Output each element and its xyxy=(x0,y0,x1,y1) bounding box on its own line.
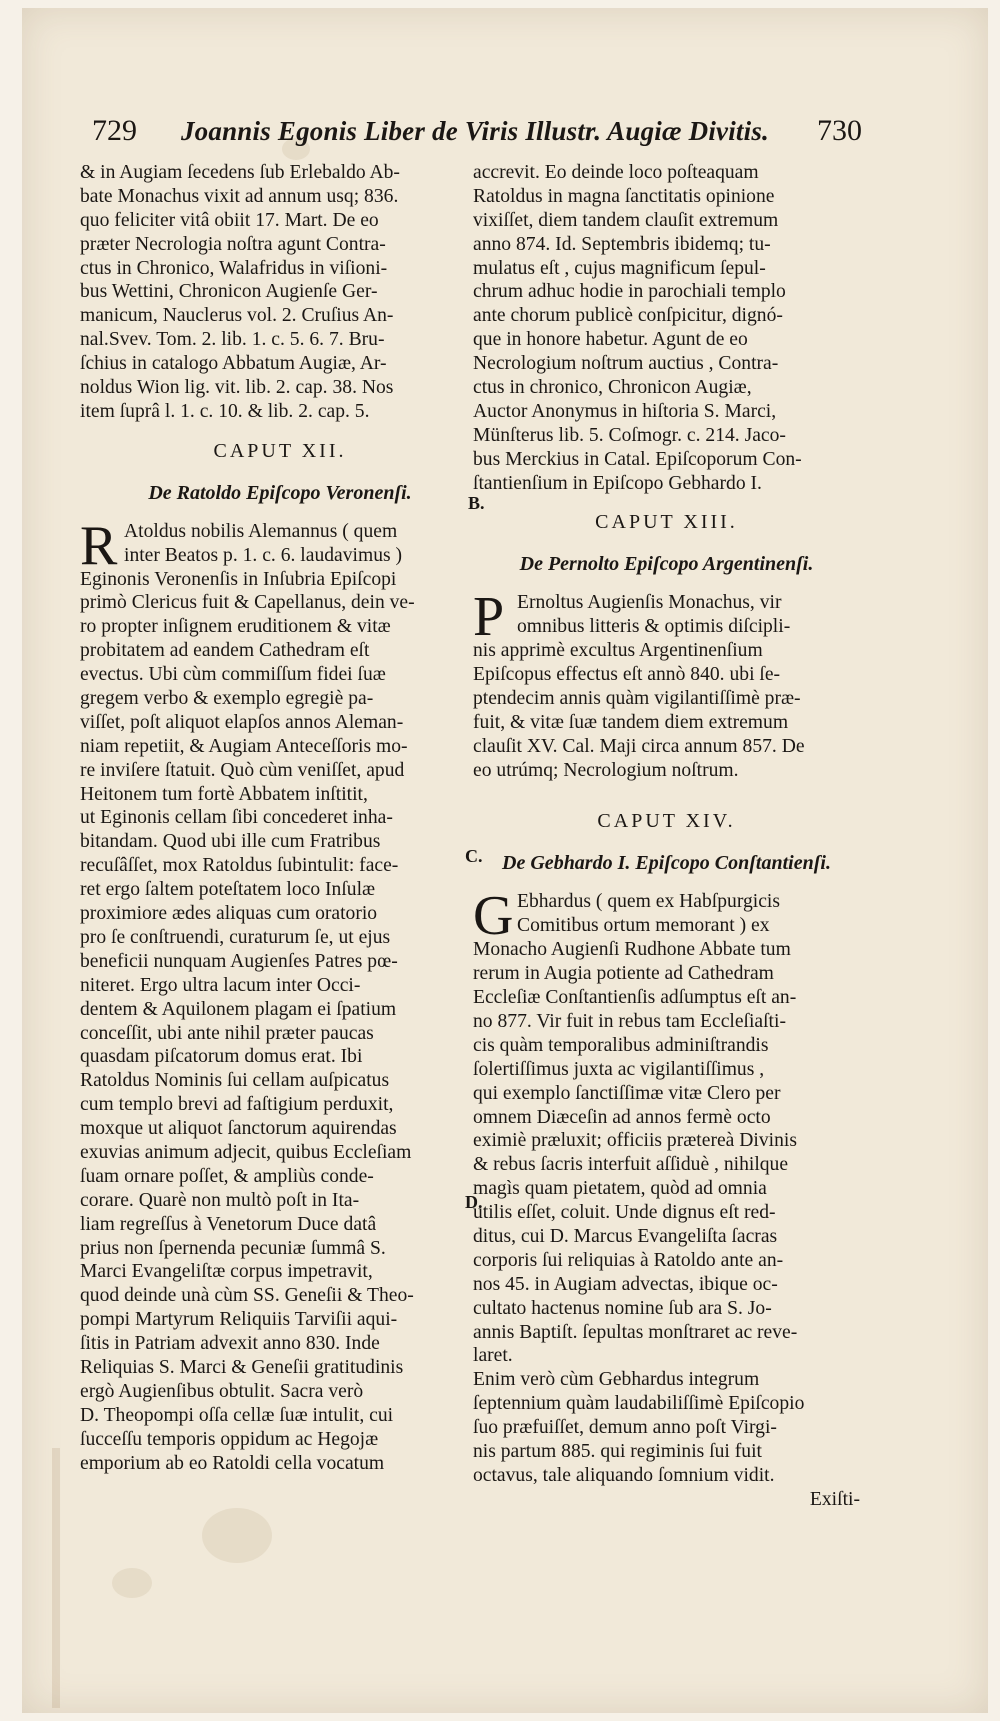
text-line: chrum adhuc hodie in parochiali templo xyxy=(473,281,786,303)
text-line: recuſâſſet, mox Ratoldus ſubintulit: face- xyxy=(80,855,399,877)
text-line: gregem verbo & exemplo egregiè pa- xyxy=(80,688,374,710)
text-line: nal.Svev. Tom. 2. lib. 1. c. 5. 6. 7. Bru- xyxy=(80,329,385,351)
text-line: bus Merckius in Catal. Epiſcoporum Con- xyxy=(473,448,802,470)
text-line: viſſet, poſt aliquot elapſos annos Aleman- xyxy=(80,711,404,733)
chapter-subtitle-14: De Gebhardo I. Epiſcopo Conſtantienſi. xyxy=(502,852,831,875)
text-line: octavus, tale aliquando ſomnium vidit. xyxy=(473,1464,775,1486)
chapter-12-body xyxy=(80,568,480,1476)
drop-cap-g: G xyxy=(473,885,514,948)
text-line: evectus. Ubi cùm commiſſum fidei ſuæ xyxy=(80,664,386,686)
text-line: Epiſcopus effectus eſt annò 840. ubi ſe- xyxy=(473,664,781,686)
chapter-12-indented-lines xyxy=(80,514,480,577)
text-line: utilis eſſet, coluit. Unde dignus eſt red- xyxy=(473,1202,776,1224)
chapter-13-body xyxy=(473,639,860,782)
margin-marker-d: D. xyxy=(465,1192,483,1212)
text-line: qui exemplo ſanctiſſimæ vitæ Clero per xyxy=(473,1082,781,1104)
chapter-subtitle-13: De Pernolto Epiſcopo Argentinenſi. xyxy=(519,553,814,576)
text-line: magìs quam pietatem, quòd ad omnia xyxy=(473,1178,767,1200)
text-line: ctus in chronico, Chronicon Augiæ, xyxy=(473,377,752,399)
chapter-14-body xyxy=(473,938,860,1487)
text-line: ante chorum publicè conſpicitur, dignó- xyxy=(473,305,783,327)
chapter-14-indented-lines xyxy=(473,885,860,948)
text-line: omnem Diæceſin ad annos fermè octo xyxy=(473,1106,771,1128)
text-line: probitatem ad eandem Cathedram eſt xyxy=(80,640,370,662)
drop-cap-r: R xyxy=(80,514,118,577)
text-line: clauſit XV. Cal. Maji circa annum 857. De xyxy=(473,735,805,757)
text-line: moxque ut aliquot ſanctorum aquirendas xyxy=(80,1118,397,1140)
catchword: Exiſti- xyxy=(809,1488,860,1510)
text-line: ſeptennium quàm laudabiliſſimè Epiſcopio xyxy=(473,1393,805,1415)
chapter-14-opening xyxy=(473,885,860,948)
chapter-heading-14: CAPUT XIV. xyxy=(597,810,736,833)
text-line: que in honore habetur. Agunt de eo xyxy=(473,329,748,351)
running-title: Joannis Egonis Liber de Viris Illustr. Augiæ Divitis. xyxy=(180,116,769,146)
text-line: ſitis in Patriam advexit anno 830. Inde xyxy=(80,1333,380,1355)
text-line: mulatus eſt , cujus magnificum ſepul- xyxy=(473,257,766,279)
text-line: item ſuprâ l. 1. c. 10. & lib. 2. cap. 5. xyxy=(80,400,370,422)
left-column xyxy=(80,161,480,1475)
text-line: bitandam. Quod ubi ille cum Fratribus xyxy=(80,831,381,853)
text-line: nis partum 885. qui regiminis ſui fuit xyxy=(473,1440,762,1462)
text-line: eo utrúmq; Necrologium noſtrum. xyxy=(473,759,739,781)
text-line: laret. xyxy=(473,1345,513,1367)
text-line: noldus Wion lig. vit. lib. 2. cap. 38. Nos xyxy=(80,377,394,399)
text-line: bate Monachus vixit ad annum usq; 836. xyxy=(80,185,399,207)
text-line: ſuam ornare poſſet, & ampliùs conde- xyxy=(80,1165,374,1187)
text-line: Ernoltus Augienſis Monachus, vir xyxy=(517,592,782,614)
text-line: & rebus ſacris interfuit aſſiduè , nihilque xyxy=(473,1154,789,1176)
page-number-left: 729 xyxy=(92,114,137,147)
text-line: ut Eginonis cellam ſibi concederet inha- xyxy=(80,807,393,829)
text-line: Heitonem tum fortè Abbatem inſtitit, xyxy=(80,783,368,805)
text-line: ditus, cui D. Marcus Evangeliſta ſacras xyxy=(473,1225,778,1247)
text-line: & in Augiam ſecedens ſub Erlebaldo Ab- xyxy=(80,162,400,183)
text-line: niteret. Ergo ultra lacum inter Occi- xyxy=(80,974,361,996)
text-line: quasdam piſcatorum domus erat. Ibi xyxy=(80,1046,363,1068)
text-line: primò Clericus fuit & Capellanus, dein ve- xyxy=(80,592,415,614)
text-line: nis apprimè excultus Argentinenſium xyxy=(473,640,763,662)
text-line: Münſterus lib. 5. Coſmogr. c. 214. Jaco- xyxy=(473,424,786,446)
text-line: nos 45. in Augiam advectas, ibique oc- xyxy=(473,1273,778,1295)
text-line: accrevit. Eo deinde loco poſteaquam xyxy=(473,162,759,183)
text-line: Ratoldus Nominis ſui cellam auſpicatus xyxy=(80,1070,390,1092)
chapter-13-opening xyxy=(473,586,860,649)
page-number-right: 730 xyxy=(817,114,862,147)
text-line: corporis ſui reliquias à Ratoldo ante an- xyxy=(473,1249,784,1271)
text-line: præter Necrologia noſtra agunt Contra- xyxy=(80,233,386,255)
text-line: manicum, Nauclerus vol. 2. Cruſius An- xyxy=(80,305,394,327)
text-line: ſolertiſſimus juxta ac vigilantiſſimus , xyxy=(473,1058,765,1080)
text-line: conceſſit, ubi ante nihil præter paucas xyxy=(80,1022,374,1044)
text-line: niam repetiit, & Augiam Anteceſſoris mo- xyxy=(80,735,408,757)
paper-stain xyxy=(202,1508,272,1563)
text-line: eximiè præluxit; officiis prætereà Divinis xyxy=(473,1130,797,1152)
text-line: ſucceſſu temporis oppidum ac Hegojæ xyxy=(80,1428,379,1450)
chapter-heading-12: CAPUT XII. xyxy=(213,439,347,462)
text-line: no 877. Vir fuit in rebus tam Eccleſiaſti- xyxy=(473,1010,786,1032)
paper-stain xyxy=(112,1568,152,1598)
text-line: inter Beatos p. 1. c. 6. laudavimus ) xyxy=(124,544,403,566)
text-line: pompi Martyrum Reliquiis Tarviſii aqui- xyxy=(80,1309,398,1331)
margin-marker-c: C. xyxy=(465,846,483,866)
text-line: liam regreſſus à Venetorum Duce datâ xyxy=(80,1213,377,1235)
text-line: Ebhardus ( quem ex Habſpurgicis xyxy=(517,891,781,913)
text-line: Ratoldus in magna ſanctitatis opinione xyxy=(473,185,775,207)
text-line: anno 874. Id. Septembris ibidemq; tu- xyxy=(473,233,771,255)
text-line: Comitibus ortum memorant ) ex xyxy=(517,915,770,937)
right-intro-text xyxy=(473,161,860,495)
text-line: ſchius in catalogo Abbatum Augiæ, Ar- xyxy=(80,353,387,375)
text-line: quo feliciter vitâ obiit 17. Mart. De eo xyxy=(80,209,379,231)
text-line: rerum in Augia potiente ad Cathedram xyxy=(473,963,774,985)
text-line: D. Theopompi oſſa cellæ ſuæ intulit, cui xyxy=(80,1404,394,1426)
text-line: ſuo præfuiſſet, demum anno poſt Virgi- xyxy=(473,1417,777,1439)
text-line: corare. Quarè non multò poſt in Ita- xyxy=(80,1189,360,1211)
text-line: vixiſſet, diem tandem clauſit extremum xyxy=(473,209,779,231)
text-line: Enim verò cùm Gebhardus integrum xyxy=(473,1369,760,1391)
text-line: Monacho Augienſi Rudhone Abbate tum xyxy=(473,939,791,961)
text-line: proximiore ædes aliquas cum oratorio xyxy=(80,903,378,925)
paper-fold-shadow xyxy=(52,1448,60,1708)
text-line: annis Baptiſt. ſepultas monſtraret ac reve- xyxy=(473,1321,798,1343)
chapter-12-opening xyxy=(80,514,480,577)
text-line: fuit, & vitæ ſuæ tandem diem extremum xyxy=(473,711,789,733)
chapter-heading-13: CAPUT XIII. xyxy=(595,511,738,534)
text-line: ergò Augienſibus obtulit. Sacra verò xyxy=(80,1380,364,1402)
margin-marker-b: B. xyxy=(468,493,485,513)
text-line: cultato hactenus nomine ſub ara S. Jo- xyxy=(473,1297,772,1319)
page-header xyxy=(92,108,862,150)
text-line: omnibus litteris & optimis diſcipli- xyxy=(517,616,791,638)
text-line: Eginonis Veronenſis in Inſubria Epiſcopi xyxy=(80,568,397,590)
text-line: ctus in Chronico, Walafridus in viſioni- xyxy=(80,257,388,279)
text-line: exuvias animum adjecit, quibus Eccleſiam xyxy=(80,1141,412,1163)
text-line: quod deinde unà cùm SS. Geneſii & Theo- xyxy=(80,1285,414,1307)
text-line: emporium ab eo Ratoldi cella vocatum xyxy=(80,1452,385,1474)
text-line: Reliquias S. Marci & Geneſii gratitudinis xyxy=(80,1356,404,1378)
text-line: ptendecim annis quàm vigilantiſſimè præ- xyxy=(473,688,801,710)
text-line: pro ſe conſtruendi, curaturum ſe, ut ejus xyxy=(80,926,391,948)
text-line: prius non ſpernenda pecuniæ ſummâ S. xyxy=(80,1237,386,1259)
text-line: re inviſere ſtatuit. Quò cùm veniſſet, apud xyxy=(80,759,405,781)
text-line: cis quàm temporalibus adminiſtrandis xyxy=(473,1034,769,1056)
right-column xyxy=(473,161,860,1512)
text-line: Atoldus nobilis Alemannus ( quem xyxy=(124,520,398,542)
chapter-subtitle-12: De Ratoldo Epiſcopo Veronenſi. xyxy=(148,481,412,504)
chapter-13-indented-lines xyxy=(473,586,860,649)
text-line: Auctor Anonymus in hiſtoria S. Marci, xyxy=(473,400,777,422)
text-line: Marci Evangeliſtæ corpus impetravit, xyxy=(80,1261,373,1283)
text-line: Necrologium noſtrum auctius , Contra- xyxy=(473,353,779,375)
text-line: beneficii nunquam Augienſes Patres pœ- xyxy=(80,950,398,972)
text-line: cum templo brevi ad faſtigium perduxit, xyxy=(80,1094,394,1116)
text-line: bus Wettini, Chronicon Augienſe Ger- xyxy=(80,281,378,303)
text-line: ret ergo ſaltem poteſtatem loco Inſulæ xyxy=(80,879,376,901)
left-intro-text xyxy=(80,161,480,424)
text-line: Eccleſiæ Conſtantienſis adſumptus eſt an- xyxy=(473,987,797,1009)
text-line: dentem & Aquilonem plagam ei ſpatium xyxy=(80,998,397,1020)
text-line: ro propter inſignem eruditionem & vitæ xyxy=(80,616,391,638)
text-line: ſtantienſium in Epiſcopo Gebhardo I. xyxy=(473,472,762,494)
drop-cap-p: P xyxy=(473,586,505,649)
